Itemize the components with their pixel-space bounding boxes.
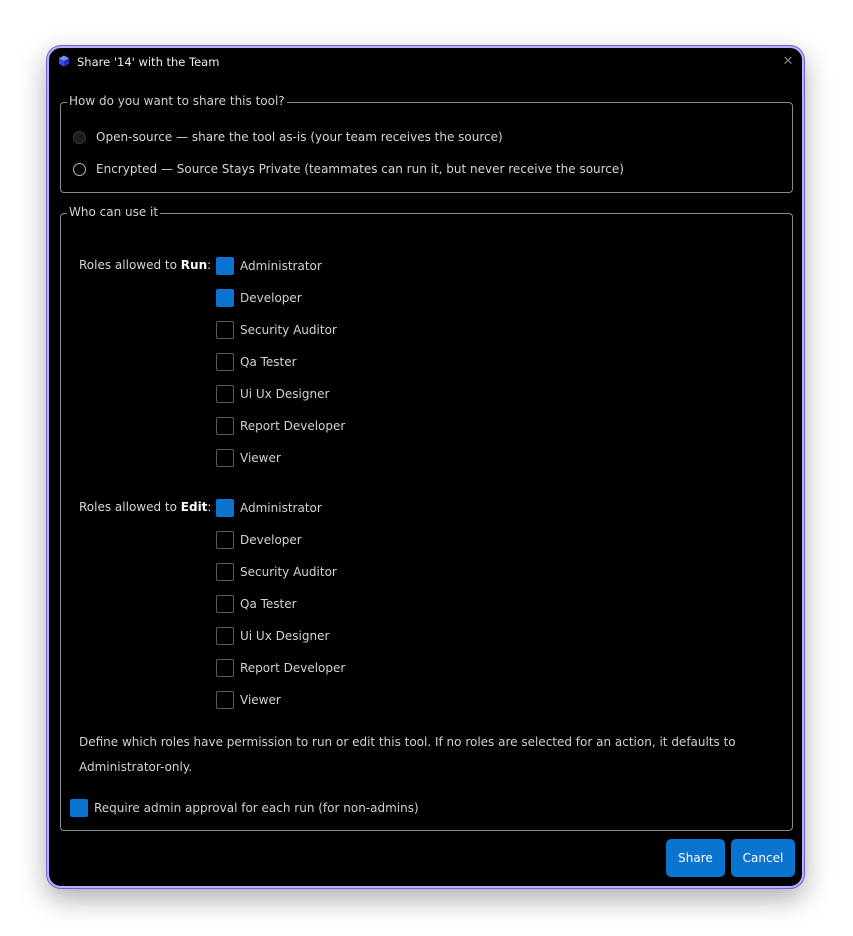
cancel-button[interactable]: Cancel (731, 839, 795, 877)
require-approval-label: Require admin approval for each run (for non-admins) (94, 801, 419, 815)
run-role-qa-tester[interactable] (216, 352, 297, 372)
run-role-label: Ui Ux Designer (240, 387, 330, 401)
edit-role-checkbox[interactable] (216, 531, 234, 549)
edit-role-report-developer[interactable] (216, 658, 345, 678)
radio-encrypted-label: Encrypted — Source Stays Private (teammates can run it, but never receive the source) (96, 162, 624, 176)
edit-role-checkbox[interactable] (216, 627, 234, 645)
run-role-checkbox[interactable] (216, 321, 234, 339)
edit-role-label: Report Developer (240, 661, 346, 675)
edit-role-label: Developer (240, 533, 302, 547)
edit-role-checkbox[interactable] (216, 499, 234, 517)
cube-icon (58, 55, 70, 67)
radio-open-source-label: Open-source — share the tool as-is (your team receives the source) (96, 130, 503, 144)
edit-role-label: Qa Tester (240, 597, 297, 611)
run-role-label: Security Auditor (240, 323, 337, 337)
run-role-viewer[interactable] (216, 448, 281, 468)
radio-open-source[interactable] (73, 128, 503, 146)
run-role-ui-ux-designer[interactable] (216, 384, 329, 404)
share-mode-group (60, 94, 793, 193)
edit-roles-label: Roles allowed to Edit: (79, 500, 212, 514)
share-button[interactable]: Share (666, 839, 725, 877)
run-role-checkbox[interactable] (216, 385, 234, 403)
edit-role-checkbox[interactable] (216, 659, 234, 677)
share-dialog (47, 46, 804, 888)
run-role-label: Administrator (240, 259, 322, 273)
edit-role-developer[interactable] (216, 530, 302, 550)
run-roles-label: Roles allowed to Run: (79, 258, 212, 272)
edit-role-label: Administrator (240, 501, 322, 515)
run-role-checkbox[interactable] (216, 417, 234, 435)
title-bar (49, 48, 802, 76)
edit-role-checkbox[interactable] (216, 691, 234, 709)
radio-encrypted[interactable] (73, 160, 624, 178)
run-role-label: Developer (240, 291, 302, 305)
window-title: Share '14' with the Team (77, 55, 220, 69)
permissions-legend: Who can use it (69, 205, 159, 219)
run-role-checkbox[interactable] (216, 449, 234, 467)
require-approval-box[interactable] (70, 799, 88, 817)
permissions-description: Define which roles have permission to run or edit this tool. If no roles are selected for an action, it defaults to Administrator-only. (79, 735, 736, 774)
edit-role-qa-tester[interactable] (216, 594, 297, 614)
run-role-label: Viewer (240, 451, 281, 465)
run-role-label: Report Developer (240, 419, 346, 433)
edit-role-administrator[interactable] (216, 498, 322, 518)
radio-open-source-indicator[interactable] (73, 131, 86, 144)
run-role-checkbox[interactable] (216, 353, 234, 371)
run-role-checkbox[interactable] (216, 289, 234, 307)
run-role-label: Qa Tester (240, 355, 297, 369)
run-role-administrator[interactable] (216, 256, 322, 276)
require-approval-checkbox[interactable] (70, 798, 419, 818)
close-icon[interactable]: ✕ (782, 54, 794, 69)
share-mode-legend: How do you want to share this tool? (69, 94, 285, 108)
run-role-checkbox[interactable] (216, 257, 234, 275)
edit-role-viewer[interactable] (216, 690, 281, 710)
run-role-security-auditor[interactable] (216, 320, 337, 340)
run-role-report-developer[interactable] (216, 416, 345, 436)
edit-role-label: Ui Ux Designer (240, 629, 330, 643)
edit-role-label: Viewer (240, 693, 281, 707)
edit-role-ui-ux-designer[interactable] (216, 626, 329, 646)
edit-role-security-auditor[interactable] (216, 562, 337, 582)
edit-role-checkbox[interactable] (216, 595, 234, 613)
radio-encrypted-indicator[interactable] (73, 163, 86, 176)
permissions-group (60, 205, 793, 831)
edit-role-label: Security Auditor (240, 565, 337, 579)
edit-role-checkbox[interactable] (216, 563, 234, 581)
run-role-developer[interactable] (216, 288, 302, 308)
